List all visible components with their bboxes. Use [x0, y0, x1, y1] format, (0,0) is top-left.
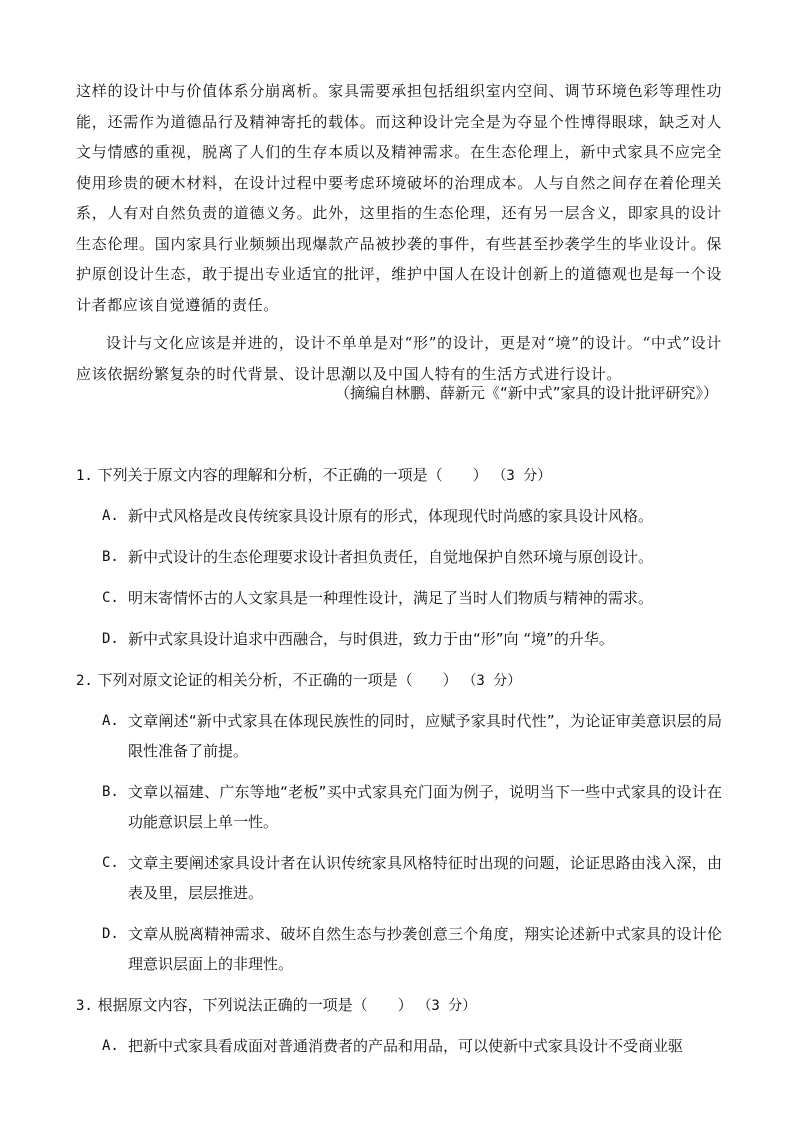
- option-text: 文章阐述“新中式家具在体现民族性的同时，应赋予家具时代性”，为论证审美意识层的局限性准备了前提。: [128, 712, 722, 760]
- option-text: 把新中式家具看成面对普通消费者的产品和用品，可以使新中式家具设计不受商业驱: [128, 1037, 684, 1055]
- option-letter: A.: [102, 508, 119, 524]
- question-number: 1.: [76, 468, 93, 484]
- option-text: 新中式风格是改良传统家具设计原有的形式，体现现代时尚感的家具设计风格。: [128, 507, 654, 525]
- question-text: 根据原文内容，下列说法正确的一项是（ ）: [97, 996, 413, 1014]
- option-a[interactable]: [102, 706, 722, 766]
- option-text: 文章主要阐述家具设计者在认识传统家具风格特征时出现的问题，论证思路由浅入深，由表及里，层层推进。: [128, 854, 722, 902]
- option-text: 明末寄情怀古的人文家具是一种理性设计，满足了当时人们物质与精神的需求。: [128, 589, 654, 607]
- option-letter: C.: [102, 855, 119, 871]
- option-letter: A.: [102, 1038, 119, 1054]
- option-text: 文章以福建、广东等地“老板”买中式家具充门面为例子，说明当下一些中式家具的设计在功能意识层上单一性。: [128, 783, 722, 831]
- question-number: 3.: [76, 998, 93, 1014]
- question-stem: [76, 665, 722, 695]
- question-3: [76, 990, 722, 1061]
- option-a[interactable]: [102, 1031, 722, 1061]
- option-b[interactable]: [102, 777, 722, 837]
- option-c[interactable]: [102, 848, 722, 908]
- reading-passage: [76, 76, 722, 389]
- question-2: [76, 665, 722, 979]
- option-letter: A.: [102, 713, 119, 729]
- question-stem: [76, 990, 722, 1020]
- passage-paragraph-2: 设计与文化应该是并进的，设计不单单是对“形”的设计，更是对“境”的设计。“中式”设计应该依据纷繁复杂的时代背景、设计思潮以及中国人特有的生活方式进行设计。: [76, 334, 722, 383]
- option-letter: D.: [102, 631, 119, 647]
- question-text: 下列关于原文内容的理解和分析，不正确的一项是（ ）: [97, 466, 488, 484]
- question-1: [76, 460, 722, 654]
- option-d[interactable]: [102, 919, 722, 979]
- option-a[interactable]: [102, 501, 722, 531]
- question-score: （3 分）: [417, 998, 477, 1014]
- question-stem: [76, 460, 722, 490]
- question-score: （3 分）: [462, 673, 522, 689]
- option-letter: B.: [102, 549, 119, 565]
- option-text: 文章从脱离精神需求、破坏自然生态与抄袭创意三个角度，翔实论述新中式家具的设计伦理意识层面上的非理性。: [128, 925, 722, 973]
- option-letter: B.: [102, 784, 119, 800]
- option-text: 新中式家具设计追求中西融合，与时俱进，致力于由“形”向 “境”的升华。: [128, 630, 614, 648]
- option-b[interactable]: [102, 542, 722, 572]
- question-text: 下列对原文论证的相关分析，不正确的一项是（ ）: [97, 671, 458, 689]
- option-text: 新中式设计的生态伦理要求设计者担负责任，自觉地保护自然环境与原创设计。: [128, 548, 654, 566]
- passage-source: （摘编自林鹏、薛新元《“新中式”家具的设计批评研究》）: [334, 384, 718, 402]
- question-score: （3 分）: [492, 468, 552, 484]
- option-letter: C.: [102, 590, 119, 606]
- option-letter: D.: [102, 926, 119, 942]
- question-list: [76, 460, 722, 1072]
- option-d[interactable]: [102, 624, 722, 654]
- question-number: 2.: [76, 673, 93, 689]
- option-c[interactable]: [102, 583, 722, 613]
- passage-paragraph-1: 这样的设计中与价值体系分崩离析。家具需要承担包括组织室内空间、调节环境色彩等理性功能，还需作为道德品行及精神寄托的载体。而这种设计完全是为夺显个性博得眼球，缺乏对人文与情感的重视，脱离了人们的生存本质以及精神需求。在生态伦理上，新中式家具不应完全使用珍贵的硬木材料，在设计过程中要考虑环境破坏的治理成本。人与自然之间存在着伦理关系，人有对自然负责的道德义务。此外，这里指的生态伦理，还有另一层含义，即家具的设计生态伦理。国内家具行业频频出现爆款产品被抄袭的事件，有些甚至抄袭学生的毕业设计。保护原创设计生态，敢于提出专业适宜的批评，维护中国人在设计创新上的道德观也是每一个设计者都应该自觉遵循的责任。: [76, 82, 722, 314]
